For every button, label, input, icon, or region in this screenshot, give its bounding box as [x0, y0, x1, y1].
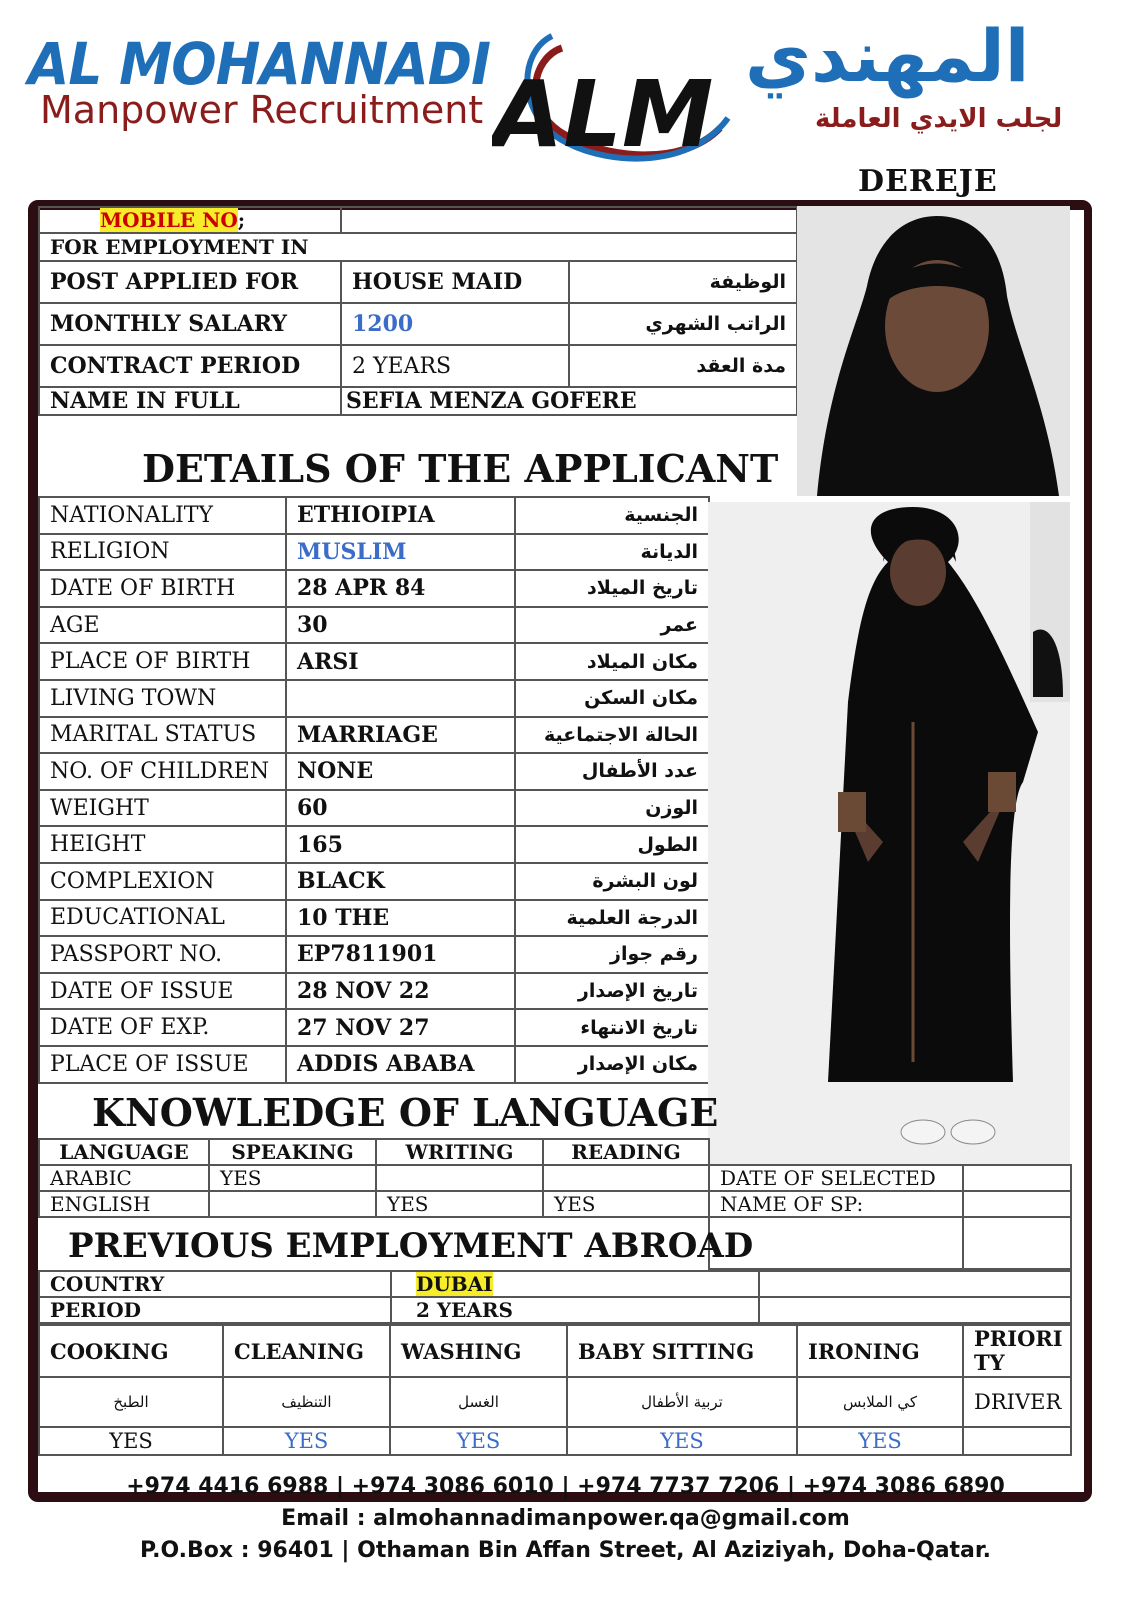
detail-label: MARITAL STATUS: [39, 717, 286, 754]
contract-arabic: مدة العقد: [569, 345, 797, 387]
mobile-punct: ;: [237, 208, 246, 232]
skills-table: [38, 1324, 1072, 1456]
name-value: SEFIA MENZA GOFERE: [341, 387, 797, 415]
detail-value: MARRIAGE: [286, 717, 515, 754]
details-row: [39, 534, 709, 571]
country-blank: [759, 1271, 1071, 1297]
detail-label: EDUCATIONAL: [39, 900, 286, 937]
lang-writing: [376, 1165, 543, 1191]
period-label: PERIOD: [39, 1297, 391, 1323]
skill-value-blank: [963, 1427, 1071, 1455]
skill-value-washing: YES: [390, 1427, 567, 1455]
brand-tagline: Manpower Recruitment: [40, 88, 484, 132]
skill-value-baby-sitting: YES: [567, 1427, 797, 1455]
detail-arabic: الوزن: [515, 790, 709, 827]
detail-arabic: مكان الإصدار: [515, 1046, 709, 1083]
portrait-photo: [797, 206, 1070, 496]
details-title: DETAILS OF THE APPLICANT: [142, 446, 779, 491]
previous-title: PREVIOUS EMPLOYMENT ABROAD: [68, 1226, 754, 1266]
skill-value-ironing: YES: [797, 1427, 963, 1455]
detail-value: ADDIS ABABA: [286, 1046, 515, 1083]
lang-reading: [543, 1165, 709, 1191]
country-value: DUBAI: [416, 1272, 493, 1296]
detail-arabic: تاريخ الميلاد: [515, 570, 709, 607]
lang-header-reading: READING: [543, 1139, 709, 1165]
salary-label: MONTHLY SALARY: [39, 303, 341, 345]
country-value-cell: [391, 1271, 759, 1297]
contract-value: 2 YEARS: [341, 345, 569, 387]
detail-value: 28 APR 84: [286, 570, 515, 607]
skill-arabic-washing: الغسل: [390, 1377, 567, 1427]
previous-table: [38, 1270, 1072, 1324]
skill-header-cleaning: CLEANING: [223, 1325, 390, 1377]
details-row: [39, 863, 709, 900]
lang-row-arabic: [39, 1165, 709, 1191]
name-label: NAME IN FULL: [39, 387, 341, 415]
details-row: [39, 826, 709, 863]
lang-name: ENGLISH: [39, 1191, 209, 1217]
post-applied-arabic: الوظيفة: [569, 261, 797, 303]
lang-row-english: [39, 1191, 709, 1217]
lang-speaking: YES: [209, 1165, 376, 1191]
skill-value-cleaning: YES: [223, 1427, 390, 1455]
detail-arabic: الدرجة العلمية: [515, 900, 709, 937]
detail-arabic: عدد الأطفال: [515, 753, 709, 790]
language-table: [38, 1138, 710, 1218]
footer-phones: +974 4416 6988 | +974 3086 6010 | +974 7737 7206 | +974 3086 6890: [126, 1474, 1005, 1499]
detail-label: PLACE OF ISSUE: [39, 1046, 286, 1083]
details-row: [39, 753, 709, 790]
details-row: [39, 1009, 709, 1046]
post-applied-label: POST APPLIED FOR: [39, 261, 341, 303]
language-title: KNOWLEDGE OF LANGUAGE: [92, 1090, 719, 1135]
lang-writing: YES: [376, 1191, 543, 1217]
details-row: [39, 717, 709, 754]
detail-label: COMPLEXION: [39, 863, 286, 900]
detail-label: PLACE OF BIRTH: [39, 643, 286, 680]
mobile-label-cell: [39, 207, 341, 233]
lang-reading: YES: [543, 1191, 709, 1217]
detail-value: BLACK: [286, 863, 515, 900]
skill-header-cooking: COOKING: [39, 1325, 223, 1377]
details-row: [39, 973, 709, 1010]
period-blank: [759, 1297, 1071, 1323]
details-row: [39, 790, 709, 827]
agent-name: DEREJE: [858, 164, 998, 199]
detail-arabic: الطول: [515, 826, 709, 863]
lang-header-speaking: SPEAKING: [209, 1139, 376, 1165]
detail-value: 10 THE: [286, 900, 515, 937]
skill-extra-driver: DRIVER: [963, 1377, 1071, 1427]
detail-value: ARSI: [286, 643, 515, 680]
salary-arabic: الراتب الشهري: [569, 303, 797, 345]
selection-blank: [963, 1217, 1071, 1269]
detail-label: WEIGHT: [39, 790, 286, 827]
detail-arabic: مكان الميلاد: [515, 643, 709, 680]
footer-address: P.O.Box : 96401 | Othaman Bin Affan Street, Al Aziziyah, Doha-Qatar.: [140, 1538, 991, 1563]
detail-label: RELIGION: [39, 534, 286, 571]
brand-name-arabic: المهندي: [745, 14, 1030, 98]
details-row: [39, 900, 709, 937]
skill-value-cooking: YES: [39, 1427, 223, 1455]
details-row: [39, 936, 709, 973]
detail-value: MUSLIM: [286, 534, 515, 571]
sp-name-label: NAME OF SP:: [709, 1191, 963, 1217]
detail-label: DATE OF BIRTH: [39, 570, 286, 607]
selection-table: [708, 1164, 1072, 1270]
brand-name: AL MOHANNADI: [28, 30, 491, 98]
skill-arabic-baby-sitting: تربية الأطفال: [567, 1377, 797, 1427]
details-row: [39, 570, 709, 607]
mobile-value: [341, 207, 797, 233]
detail-value: NONE: [286, 753, 515, 790]
detail-label: LIVING TOWN: [39, 680, 286, 717]
skill-arabic-cooking: الطبخ: [39, 1377, 223, 1427]
detail-label: HEIGHT: [39, 826, 286, 863]
skill-arabic-cleaning: التنظيف: [223, 1377, 390, 1427]
lang-header-language: LANGUAGE: [39, 1139, 209, 1165]
employment-table: [38, 206, 798, 416]
detail-value: [286, 680, 515, 717]
detail-label: NO. OF CHILDREN: [39, 753, 286, 790]
detail-value: 60: [286, 790, 515, 827]
priority-line2: TY: [974, 1350, 1005, 1375]
detail-label: PASSPORT NO.: [39, 936, 286, 973]
detail-value: 28 NOV 22: [286, 973, 515, 1010]
detail-arabic: الحالة الاجتماعية: [515, 717, 709, 754]
details-row: [39, 1046, 709, 1083]
detail-arabic: الديانة: [515, 534, 709, 571]
skill-header-baby-sitting: BABY SITTING: [567, 1325, 797, 1377]
details-table: [38, 496, 710, 1084]
detail-arabic: تاريخ الإصدار: [515, 973, 709, 1010]
details-row: [39, 497, 709, 534]
skill-arabic-ironing: كي الملابس: [797, 1377, 963, 1427]
priority-line1: PRIORI: [974, 1326, 1063, 1351]
mobile-label: MOBILE NO: [100, 208, 238, 232]
detail-label: DATE OF EXP.: [39, 1009, 286, 1046]
detail-arabic: مكان السكن: [515, 680, 709, 717]
date-selected-label: DATE OF SELECTED: [709, 1165, 963, 1191]
full-body-photo: [708, 502, 1070, 1164]
logo-text: ALM: [492, 61, 714, 168]
details-row: [39, 643, 709, 680]
detail-value: ETHIOIPIA: [286, 497, 515, 534]
detail-value: 30: [286, 607, 515, 644]
detail-arabic: تاريخ الانتهاء: [515, 1009, 709, 1046]
detail-arabic: الجنسية: [515, 497, 709, 534]
detail-value: 27 NOV 27: [286, 1009, 515, 1046]
lang-speaking: [209, 1191, 376, 1217]
lang-header-writing: WRITING: [376, 1139, 543, 1165]
detail-label: NATIONALITY: [39, 497, 286, 534]
brand-tagline-arabic: لجلب الايدي العاملة: [815, 104, 1063, 134]
contract-label: CONTRACT PERIOD: [39, 345, 341, 387]
lang-name: ARABIC: [39, 1165, 209, 1191]
detail-label: DATE OF ISSUE: [39, 973, 286, 1010]
details-row: [39, 607, 709, 644]
detail-arabic: لون البشرة: [515, 863, 709, 900]
date-selected-value: [963, 1165, 1071, 1191]
footer-email: Email : almohannadimanpower.qa@gmail.com: [281, 1506, 850, 1531]
alm-logo: [492, 18, 732, 178]
period-value: 2 YEARS: [391, 1297, 759, 1323]
detail-value: EP7811901: [286, 936, 515, 973]
skill-header-priority: [963, 1325, 1071, 1377]
detail-arabic: رقم جواز: [515, 936, 709, 973]
country-label: COUNTRY: [39, 1271, 391, 1297]
employment-in: FOR EMPLOYMENT IN: [39, 233, 797, 261]
salary-value: 1200: [341, 303, 569, 345]
detail-arabic: عمر: [515, 607, 709, 644]
detail-value: 165: [286, 826, 515, 863]
details-row: [39, 680, 709, 717]
sp-name-value: [963, 1191, 1071, 1217]
detail-label: AGE: [39, 607, 286, 644]
post-applied-value: HOUSE MAID: [341, 261, 569, 303]
skill-header-washing: WASHING: [390, 1325, 567, 1377]
skill-header-ironing: IRONING: [797, 1325, 963, 1377]
